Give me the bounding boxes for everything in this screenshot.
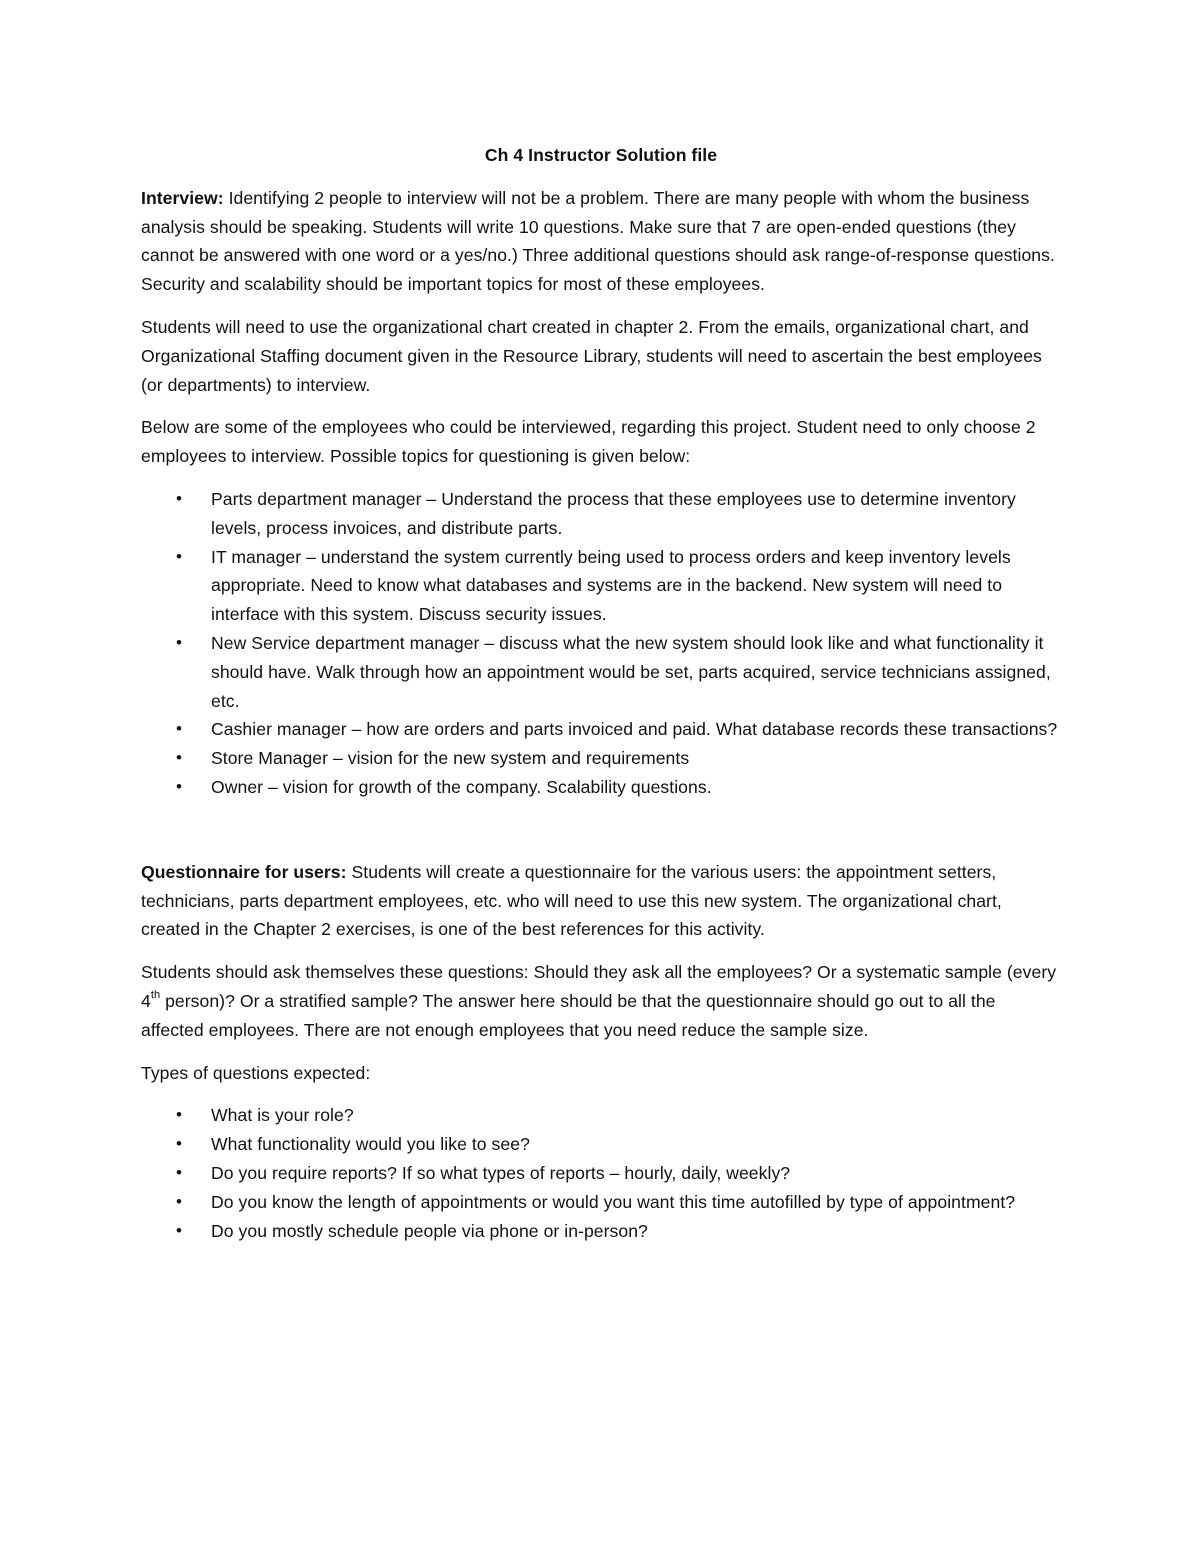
list-item [141, 485, 1061, 543]
document-title: Ch 4 Instructor Solution file [484, 145, 718, 165]
list-item [141, 629, 1061, 715]
bullet-icon: • [175, 488, 182, 508]
interview-lead: Interview: [141, 187, 224, 208]
sampling-text-end: person)? Or a stratified sample? The answer here should be that the questionnaire should go out to all the affected employees. There are not enough employees that you need reduce the sample size. [141, 990, 996, 1040]
org-chart-paragraph: Students will need to use the organizational chart created in chapter 2. From the emails, organizational chart, and Organizational Staffing document given in the Resource Library, students will need to ascertain the best employees (or departments) to interview. [141, 316, 1042, 395]
list-item-text: Do you know the length of appointments or would you want this time autofilled by type of appointment? [211, 1191, 1016, 1212]
list-item [141, 1159, 1061, 1188]
list-item-text: Do you mostly schedule people via phone or in-person? [211, 1220, 648, 1241]
sampling-paragraph [141, 958, 1061, 1044]
list-item-text: Store Manager – vision for the new system and requirements [211, 748, 690, 769]
list-item-text: What functionality would you like to see? [211, 1134, 530, 1155]
list-item [141, 1130, 1061, 1159]
types-heading: Types of questions expected: [141, 1062, 371, 1083]
interview-paragraph [141, 184, 1061, 299]
bullet-icon: • [175, 546, 182, 566]
interview-text: Identifying 2 people to interview will not be a problem. There are many people with whom the business analysis should be speaking. Students will write 10 questions. Make sure that 7 are open-ended questions (they cannot be answered with one word or a yes/no.) Three additional questions should ask range-of-response questions. Security and scalability should be important topics for most of these employees. [141, 187, 1055, 295]
ordinal-superscript: th [150, 989, 161, 1002]
bullet-icon: • [175, 1105, 182, 1125]
list-item [141, 1188, 1061, 1217]
list-item-text: Do you require reports? If so what types of reports – hourly, daily, weekly? [211, 1162, 791, 1183]
bullet-icon: • [175, 776, 182, 796]
section-spacer [141, 816, 1061, 858]
questionnaire-lead: Questionnaire for users: [141, 861, 347, 882]
list-item [141, 744, 1061, 773]
bullet-icon: • [175, 632, 182, 652]
questionnaire-paragraph [141, 858, 1061, 944]
employee-list [141, 485, 1061, 802]
sampling-text-start: Students should ask themselves these questions: Should they ask all the employees? Or a systematic sample (every 4 [141, 962, 1057, 1011]
list-item [141, 715, 1061, 744]
list-item [141, 773, 1061, 802]
list-item-text: New Service department manager – discuss what the new system should look like and what functionality it should have. Walk through how an appointment would be set, parts acquired, service technicians assigned, etc. [211, 632, 1051, 711]
list-item-text: Owner – vision for growth of the company. Scalability questions. [211, 776, 712, 797]
questionnaire-text: Students will create a questionnaire for the various users: the appointment setters, technicians, parts department employees, etc. who will need to use this new system. The organizational chart, created in the Chapter 2 exercises, is one of the best references for this activity. [141, 861, 1002, 940]
list-item [141, 543, 1061, 629]
bullet-icon: • [175, 1162, 182, 1182]
list-item-text: What is your role? [211, 1105, 354, 1126]
list-item-text: Cashier manager – how are orders and parts invoiced and paid. What database records these transactions? [211, 719, 1058, 740]
employees-intro-paragraph: Below are some of the employees who could be interviewed, regarding this project. Student need to only choose 2 employees to interview. Possible topics for questioning is given below: [141, 417, 1036, 467]
list-item-text: Parts department manager – Understand the process that these employees use to determine inventory levels, process invoices, and distribute parts. [211, 488, 1016, 538]
bullet-icon: • [175, 719, 182, 739]
bullet-icon: • [175, 1220, 182, 1240]
bullet-icon: • [175, 1191, 182, 1211]
question-list [141, 1101, 1061, 1245]
list-item [141, 1217, 1061, 1246]
bullet-icon: • [175, 1134, 182, 1154]
document-body [141, 141, 1061, 1259]
bullet-icon: • [175, 748, 182, 768]
list-item-text: IT manager – understand the system currently being used to process orders and keep inventory levels appropriate. Need to know what databases and systems are in the backend. New system will need to interface with this system. Discuss security issues. [211, 546, 1011, 625]
list-item [141, 1101, 1061, 1130]
